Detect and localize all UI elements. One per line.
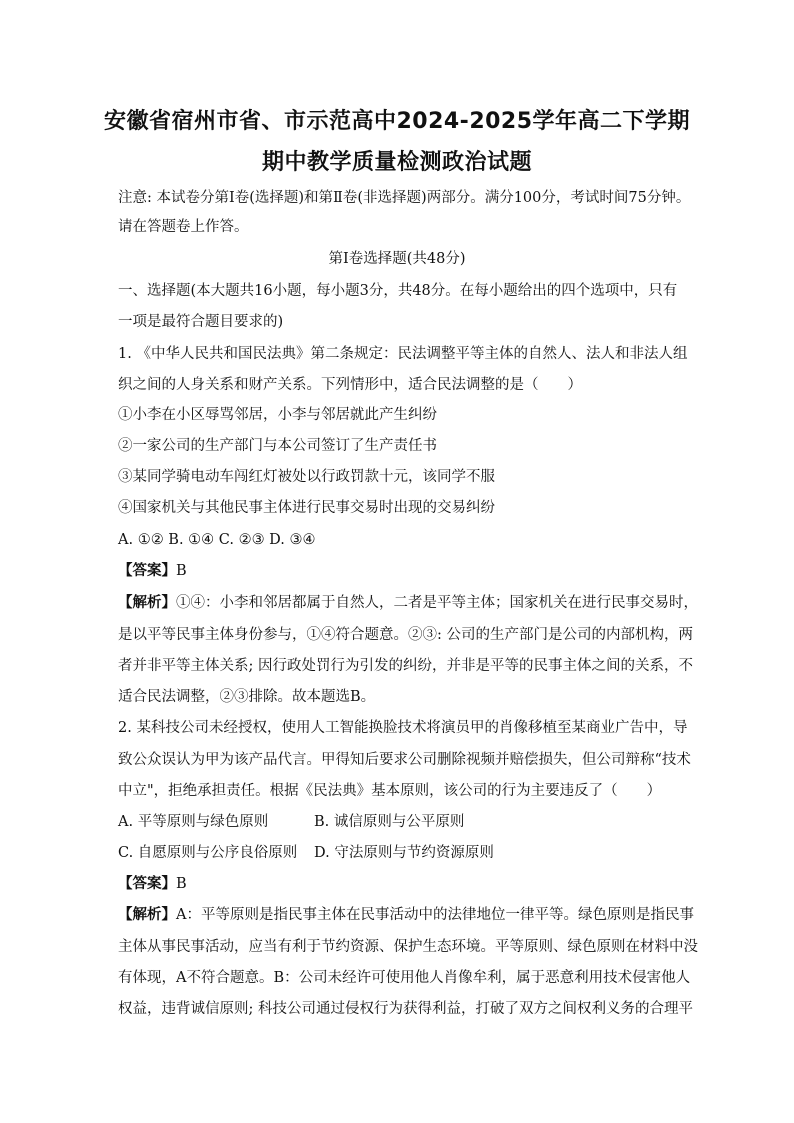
- q1-stem-line-2: 织之间的人身关系和财产关系。下列情形中，适合民法调整的是（ ）: [118, 377, 582, 393]
- q2-stem-line-2: 致公众误认为甲为该产品代言。甲得知后要求公司删除视频并赔偿损失，但公司辩称“技术: [118, 752, 691, 768]
- notice-line-1: 注意: 本试卷分第Ⅰ卷(选择题)和第Ⅱ卷(非选择题)两部分。满分100分，考试时间75分钟。: [118, 190, 691, 206]
- title-line-2: 期中教学质量检测政治试题: [261, 150, 532, 175]
- notice-line-2: 请在答题卷上作答。: [118, 219, 249, 235]
- q1-analysis-line-1: [118, 594, 698, 612]
- q2-stem-line-3: 中立"，拒绝承担责任。根据《民法典》基本原则，该公司的行为主要违反了（ ）: [118, 783, 662, 799]
- q2-option-a: A. 平等原则与绿色原则: [118, 814, 269, 830]
- q1-analysis-line-3: 者并非平等主体关系; 因行政处罚行为引发的纠纷，并非是平等的民事主体之间的关系，不: [118, 658, 693, 674]
- title-line-1: 安徽省宿州市省、市示范高中2024-2025学年高二下学期: [103, 109, 691, 134]
- q2-option-d: D. 守法原则与节约资源原则: [314, 845, 494, 861]
- q1-item-3: ③某同学骑电动车闯红灯被处以行政罚款十元，该同学不服: [118, 469, 495, 485]
- q2-stem-line-1: 2. 某科技公司未经授权，使用人工智能换脸技术将演员甲的肖像移植至某商业广告中，导: [118, 720, 688, 736]
- q1-item-4: ④国家机关与其他民事主体进行民事交易时出现的交易纠纷: [118, 500, 495, 516]
- q1-answer-value: B: [176, 563, 187, 579]
- q1-answer-label: 【答案】: [118, 563, 176, 579]
- instructions-line-2: 一项是最符合题目要求的): [118, 314, 284, 330]
- section-title: 第Ⅰ卷选择题(共48分): [328, 251, 466, 267]
- q1-analysis-label: 【解析】: [118, 595, 176, 611]
- instructions-line-1: 一、选择题(本大题共16小题，每小题3分，共48分。在每小题给出的四个选项中，只有: [118, 283, 678, 299]
- q2-analysis-line-2: 主体从事民事活动，应当有利于节约资源、保护生态环境。平等原则、绿色原则在材料中没: [118, 939, 698, 955]
- q2-answer-label: 【答案】: [118, 876, 176, 892]
- q2-answer-value: B: [176, 876, 187, 892]
- q2-analysis-line-1: [118, 906, 694, 924]
- q2-options-row-2: [118, 844, 494, 862]
- q1-analysis-line-4: 适合民法调整，②③排除。故本题选B。: [118, 689, 376, 705]
- q2-analysis-line-4: 权益，违背诚信原则; 科技公司通过侵权行为获得利益，打破了双方之间权利义务的合理平: [118, 1001, 693, 1017]
- q1-answer: [118, 562, 187, 580]
- q1-options: A. ①② B. ①④ C. ②③ D. ③④: [118, 532, 316, 548]
- q1-stem-line-1: 1. 《中华人民共和国民法典》第二条规定：民法调整平等主体的自然人、法人和非法人组: [118, 346, 688, 362]
- q1-analysis-text-1: ①④：小李和邻居都属于自然人，二者是平等主体；国家机关在进行民事交易时，: [176, 595, 698, 611]
- q1-analysis-line-2: 是以平等民事主体身份参与，①④符合题意。②③: 公司的生产部门是公司的内部机构，两: [118, 627, 693, 643]
- q1-item-1: ①小李在小区辱骂邻居，小李与邻居就此产生纠纷: [118, 407, 437, 423]
- q2-analysis-label: 【解析】: [118, 907, 176, 923]
- q2-analysis-line-3: 有体现，A不符合题意。B：公司未经许可使用他人肖像牟利，属于恶意利用技术侵害他人: [118, 970, 691, 986]
- q2-option-b: B. 诚信原则与公平原则: [314, 814, 465, 830]
- q2-option-c: C. 自愿原则与公序良俗原则: [118, 845, 298, 861]
- q2-analysis-text-1: A：平等原则是指民事主体在民事活动中的法律地位一律平等。绿色原则是指民事: [176, 907, 694, 923]
- q2-answer: [118, 875, 187, 893]
- q1-item-2: ②一家公司的生产部门与本公司签订了生产责任书: [118, 438, 437, 454]
- q2-options-row-1: [118, 813, 464, 831]
